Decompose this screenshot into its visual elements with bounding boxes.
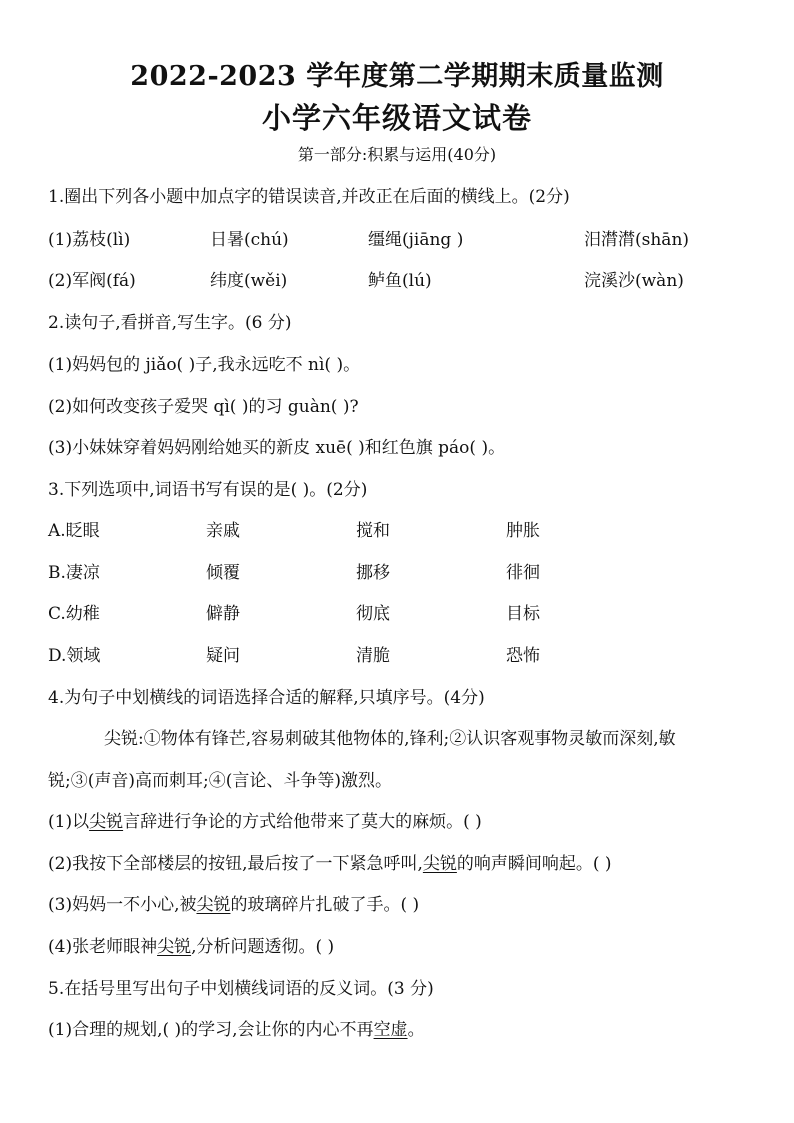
q4-item-text: (3)妈妈一不小心,被 <box>48 895 197 915</box>
q3-option: 倾覆 <box>206 563 240 583</box>
q2-item: (3)小妹妹穿着妈妈刚给她买的新皮 xuē( )和红色旗 páo( )。 <box>48 438 506 458</box>
underlined-word: 尖锐 <box>157 937 192 957</box>
underlined-word: 尖锐 <box>196 895 231 915</box>
underlined-word: 空虚 <box>373 1020 408 1040</box>
q4-item-text: 的响声瞬间响起。( ) <box>456 854 612 874</box>
q4-item-text: (1)以 <box>48 812 90 832</box>
q3-option: 亲戚 <box>206 521 240 541</box>
q3-option: 目标 <box>506 604 540 624</box>
q3-row <box>48 641 748 665</box>
q1-row <box>48 266 748 290</box>
q4-definition-line: 尖锐:①物体有锋芒,容易刺破其他物体的,锋利;②认识客观事物灵敏而深刻,敏 <box>104 729 676 749</box>
q1-option: 浣溪沙(wàn) <box>584 271 684 291</box>
q1-option: (1)荔枝(lì) <box>48 230 131 250</box>
q3-row <box>48 599 748 623</box>
q3-option: A.眨眼 <box>48 521 100 541</box>
underlined-word: 尖锐 <box>422 854 457 874</box>
q2-stem: 2.读句子,看拼音,写生字。(6 分) <box>48 313 292 333</box>
q4-definition-line: 锐;③(声音)高而刺耳;④(言论、斗争等)激烈。 <box>48 771 392 791</box>
q3-option: D.领域 <box>48 646 101 666</box>
q3-row <box>48 516 748 540</box>
q3-option: 僻静 <box>206 604 240 624</box>
q1-option: 纬度(wěi) <box>210 271 288 291</box>
q4-item-text: (4)张老师眼神 <box>48 937 158 957</box>
q1-row <box>48 225 748 249</box>
q3-row <box>48 558 748 582</box>
q3-stem: 3.下列选项中,词语书写有误的是( )。(2分) <box>48 480 368 500</box>
q3-option: 徘徊 <box>506 563 540 583</box>
q4-item-text: 言辞进行争论的方式给他带来了莫大的麻烦。( ) <box>123 812 482 832</box>
q1-option: 汨潸潸(shān) <box>584 230 690 250</box>
part-heading: 第一部分:积累与运用(40分) <box>297 145 497 164</box>
q4-item-text: 的玻璃碎片扎破了手。( ) <box>230 895 420 915</box>
q3-option: 搅和 <box>356 521 390 541</box>
q3-option: 肿胀 <box>506 521 540 541</box>
q4-item <box>48 890 419 915</box>
q5-stem: 5.在括号里写出句子中划横线词语的反义词。(3 分) <box>48 979 434 999</box>
q3-option: 恐怖 <box>506 646 540 666</box>
q4-item <box>48 932 334 957</box>
q5-item-text: (1)合理的规划,( )的学习,会让你的内心不再 <box>48 1020 374 1040</box>
q2-item: (2)如何改变孩子爱哭 qì( )的习 guàn( )? <box>48 397 359 417</box>
q1-option: 鲈鱼(lú) <box>368 271 432 291</box>
q1-stem: 1.圈出下列各小题中加点字的错误读音,并改正在后面的横线上。(2分) <box>48 187 570 207</box>
q3-option: C.幼稚 <box>48 604 100 624</box>
q1-option: (2)军阀(fá) <box>48 271 136 291</box>
underlined-word: 尖锐 <box>89 812 124 832</box>
q2-item: (1)妈妈包的 jiǎo( )子,我永远吃不 nì( )。 <box>48 355 361 375</box>
q3-option: B.凄凉 <box>48 563 100 583</box>
q1-option: 日暑(chú) <box>210 230 289 250</box>
q1-option: 缰绳(jiāng ) <box>368 230 464 250</box>
q3-option: 清脆 <box>356 646 390 666</box>
exam-title: 2022-2023 学年度第二学期期末质量监测 <box>130 61 664 92</box>
q3-option: 挪移 <box>356 563 390 583</box>
q4-item-text: (2)我按下全部楼层的按钮,最后按了一下紧急呼叫, <box>48 854 423 874</box>
q5-item <box>48 1015 425 1040</box>
q4-item <box>48 849 612 874</box>
q3-option: 彻底 <box>356 604 390 624</box>
q5-item-text: 。 <box>407 1020 425 1040</box>
q3-option: 疑问 <box>206 646 240 666</box>
q4-item <box>48 807 482 832</box>
exam-subtitle: 小学六年级语文试卷 <box>261 101 532 135</box>
q4-stem: 4.为句子中划横线的词语选择合适的解释,只填序号。(4分) <box>48 688 485 708</box>
q4-item-text: ,分析问题透彻。( ) <box>191 937 335 957</box>
